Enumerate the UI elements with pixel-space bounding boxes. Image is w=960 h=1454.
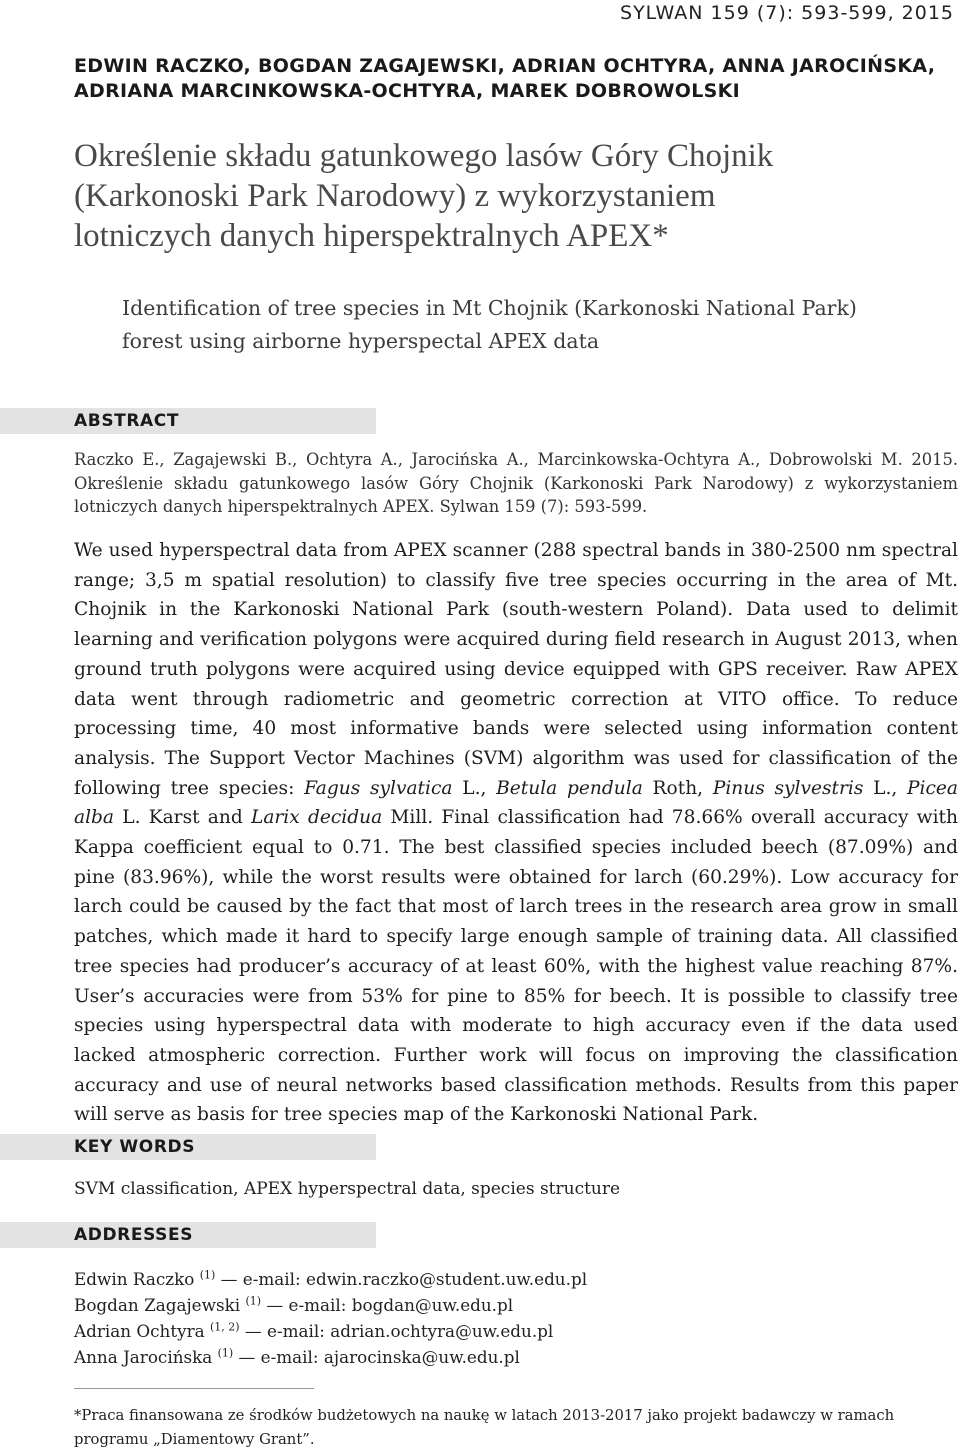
author-list xyxy=(74,54,954,104)
title-english xyxy=(122,292,952,358)
title-polish xyxy=(74,136,954,256)
footnote-rule xyxy=(74,1388,314,1389)
address-line xyxy=(74,1318,954,1344)
journal-reference: SYLWAN 159 (7): 593-599, 2015 xyxy=(620,2,954,24)
species-name: Pinus sylvestris xyxy=(712,777,864,799)
title-line: lotniczych danych hiperspektralnych APEX* xyxy=(74,218,669,254)
species-name: Fagus sylvatica xyxy=(304,777,453,799)
title-line: (Karkonoski Park Narodowy) z wykorzystaniem xyxy=(74,178,716,214)
title-line: forest using airborne hyperspectal APEX data xyxy=(122,329,600,353)
abstract-part: We used hyperspectral data from APEX scanner (288 spectral bands in 380-2500 nm spectral range; 3,5 m spatial resolution) to classify five tree species occurring in the area of Mt. Chojnik in the Karkonoski National Park (south-western Poland). Data used to delimit learning and verification polygons were acquired during field research in August 2013, when ground truth polygons were acquired using device equipped with GPS receiver. Raw APEX data went through radiometric and geometric correction at VITO office. To reduce processing time, 40 most informative bands were selected using information content analysis. The Support Vector Machines (SVM) algorithm was used for classification of the following tree species: xyxy=(74,540,958,799)
address-email: — e-mail: adrian.ochtyra@uw.edu.pl xyxy=(239,1321,554,1341)
title-line: Określenie składu gatunkowego lasów Góry Chojnik xyxy=(74,138,774,174)
addresses-heading: ADDRESSES xyxy=(74,1225,194,1245)
section-bar-abstract xyxy=(0,408,376,434)
abstract-part: Roth, xyxy=(642,777,713,799)
address-name: Anna Jarocińska xyxy=(74,1347,218,1367)
author-line: ADRIANA MARCINKOWSKA-OCHTYRA, MAREK DOBROWOLSKI xyxy=(74,80,741,102)
keywords-text: SVM classification, APEX hyperspectral data, species structure xyxy=(74,1179,621,1199)
address-line xyxy=(74,1266,954,1292)
abstract-text xyxy=(74,536,958,1130)
footnote: *Praca finansowana ze środków budżetowych na naukę w latach 2013-2017 jako projekt badawczy w ramach programu „Diamentowy Grant”. xyxy=(74,1407,895,1448)
address-email: — e-mail: ajarocinska@uw.edu.pl xyxy=(233,1347,520,1367)
affiliation-mark: (1) xyxy=(217,1346,234,1360)
address-list xyxy=(74,1266,954,1370)
keywords-heading: KEY WORDS xyxy=(74,1137,196,1157)
abstract-part: L. Karst and xyxy=(114,807,251,829)
address-email: — e-mail: edwin.raczko@student.uw.edu.pl xyxy=(215,1269,588,1289)
abstract-part: L., xyxy=(452,777,497,799)
abstract-part: Mill. Final classification had 78.66% overall accuracy with Kappa coefficient equal to 0.71. The best classified species included beech (87.09%) and pine (83.96%), while the worst results were obtained for larch (60.29%). Low accuracy for larch could be caused by the fact that most of larch trees in the research area grow in small patches, which made it hard to specify large enough sample of training data. All classified tree species had producer’s accuracy of at least 60%, with the highest value reaching 87%. User’s accuracies were from 53% for pine to 85% for beech. It is possible to classify tree species using hyperspectral data with moderate to high accuracy even if the data used lacked atmospheric correction. Further work will focus on improving the classification accuracy and use of neural networks based classification methods. Results from this paper will serve as basis for tree species map of the Karkonoski National Park. xyxy=(74,807,958,1126)
address-name: Bogdan Zagajewski xyxy=(74,1295,246,1315)
address-line xyxy=(74,1344,954,1370)
species-name: Betula pendula xyxy=(496,777,643,799)
species-name: Larix decidua xyxy=(250,807,383,829)
species-name: Picea alba xyxy=(74,777,958,829)
affiliation-mark: (1) xyxy=(199,1268,216,1282)
address-name: Edwin Raczko xyxy=(74,1269,200,1289)
citation: Raczko E., Zagajewski B., Ochtyra A., Jarocińska A., Marcinkowska-Ochtyra A., Dobrowolski M. 2015. Określenie składu gatunkowego lasów Góry Chojnik (Karkonoski Park Narodowy) z wykorzystaniem lotniczych danych hiperspektralnych APEX. Sylwan 159 (7): 593-599. xyxy=(74,450,958,516)
address-name: Adrian Ochtyra xyxy=(74,1321,210,1341)
address-email: — e-mail: bogdan@uw.edu.pl xyxy=(261,1295,514,1315)
author-line: EDWIN RACZKO, BOGDAN ZAGAJEWSKI, ADRIAN OCHTYRA, ANNA JAROCIŃSKA, xyxy=(74,55,936,77)
abstract-heading: ABSTRACT xyxy=(74,411,180,431)
address-line xyxy=(74,1292,954,1318)
affiliation-mark: (1) xyxy=(245,1294,262,1308)
title-line: Identification of tree species in Mt Chojnik (Karkonoski National Park) xyxy=(122,296,857,320)
affiliation-mark: (1, 2) xyxy=(209,1320,240,1334)
abstract-part: L., xyxy=(863,777,908,799)
